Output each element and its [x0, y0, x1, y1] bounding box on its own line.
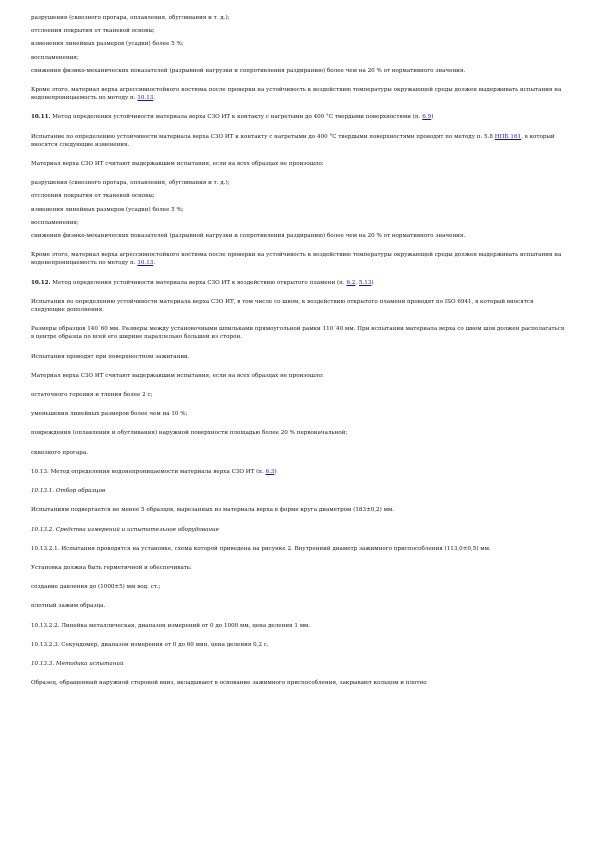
paragraph: снижения физико-механических показателей (разрывной нагрузки и сопротивления раздиранию) более чем на 20 % от нормативного значения.	[31, 67, 466, 74]
paragraph: отслоения покрытия от тканевой основы;	[31, 28, 155, 35]
paragraph-text: , в который вносятся следующие изменения.	[31, 133, 555, 148]
subsection-heading: 10.13.2. Средства измерений и испытательное оборудование	[31, 526, 219, 533]
cross-reference-link[interactable]: 10.13	[137, 260, 154, 267]
section-title: Метод определения устойчивости материала верха СЗО ИТ к воздействию открытого пламени (п.	[50, 279, 347, 286]
subsection-heading: 10.13.3. Методика испытаний	[31, 660, 124, 667]
paragraph: снижения физико-механических показателей (разрывной нагрузки и сопротивления раздиранию) более чем на 20 % от нормативного значения.	[31, 233, 466, 240]
section-title: Метод определения устойчивости материала верха СЗО ИТ к контакту с нагретыми до 400 °С твердыми поверхностями (п.	[50, 114, 423, 121]
section-number: 10.11.	[31, 114, 51, 121]
section-title: 10.13. Метод определения водонепроницаемости материала верха СЗО ИТ (п.	[31, 468, 266, 475]
paragraph: разрушения (сквозного прогара, оплавления, обугливания и т. д.);	[31, 180, 230, 187]
standard-reference-link[interactable]: НПБ 161	[494, 133, 522, 140]
paragraph: воспламенения;	[31, 54, 79, 61]
paragraph: Размеры образцов 140´60 мм. Размеры между установочными шпильками прямоугольной рамки 110´40 мм. При испытании материала верха со швом шов должен располагаться в центре образца по всей его ширине параллельно большей из сторон.	[31, 326, 565, 341]
paragraph: остаточного горения и тления более 2 с;	[31, 392, 153, 399]
paragraph-text: .	[153, 260, 156, 267]
paragraph: Материал верха СЗО ИТ считают выдержавшим испытания, если на всех образцах не произошло:	[31, 161, 324, 168]
cross-reference-link[interactable]: 5.13	[358, 279, 372, 286]
paragraph: повреждения (оплавления и обугливания) наружной поверхности площадью более 20 % первоначальной;	[31, 430, 348, 437]
section-heading	[31, 468, 568, 476]
paragraph: уменьшения линейных размеров более чем на 10 %;	[31, 411, 188, 418]
paragraph-text: Кроме этого, материал верха агрессивностойкого костюма после проверки на устойчивость к воздействию температуры окружающей среды должен выдерживать испытания на водонепроницаемость по методу п.	[31, 252, 562, 267]
paragraph: сквозного прогара.	[31, 449, 89, 456]
paragraph: Установка должна быть герметичной и обеспечивать:	[31, 564, 192, 571]
paragraph: воспламенения;	[31, 219, 79, 226]
paragraph: изменения линейных размеров (усадки) более 5 %;	[31, 41, 184, 48]
cross-reference-link[interactable]: 6.3	[265, 468, 275, 475]
paragraph: Испытаниям подвергается не менее 5 образцов, вырезанных из материала верха в форме круга диаметром (183±0,2) мм.	[31, 507, 395, 514]
cross-reference-link[interactable]: 6.2	[346, 279, 356, 286]
cross-reference-link[interactable]: 6.9	[422, 114, 432, 121]
paragraph: Образец, обращенный наружной стороной вниз, вкладывают в основание зажимного приспособления, закрывают кольцом и плотно	[31, 680, 427, 687]
paragraph-text: .	[153, 95, 156, 102]
paragraph: 10.13.2.2. Линейка металлическая, диапазон измерений от 0 до 1000 мм, цена деления 1 мм.	[31, 622, 311, 629]
cross-reference-link[interactable]: 10.13	[137, 95, 154, 102]
paragraph: изменения линейных размеров (усадки) более 5 %;	[31, 206, 184, 213]
paragraph: отслоения покрытия от тканевой основы;	[31, 193, 155, 200]
paragraph	[31, 251, 568, 267]
paragraph: Материал верха СЗО ИТ считают выдержавшим испытания, если на всех образцах не произошло:	[31, 372, 324, 379]
section-heading	[31, 113, 568, 121]
section-number: 10.12.	[31, 279, 51, 286]
paragraph	[31, 133, 568, 149]
section-heading	[31, 279, 568, 287]
paragraph: Испытания проводят при поверхностном зажигании.	[31, 353, 190, 360]
paragraph-text: Испытание по определению устойчивости материала верха СЗО ИТ к контакту с нагретыми до 400 °С твердыми поверхностями проводят по методу п. 5.8	[31, 133, 495, 140]
paragraph: плотный зажим образца.	[31, 603, 106, 610]
paragraph-text: Кроме этого, материал верха агрессивностойкого костюма после проверки на устойчивость к воздействию температуры окружающей среды должен выдерживать испытания на водонепроницаемость по методу п.	[31, 87, 562, 102]
paragraph: разрушения (сквозного прогара, оплавления, обугливания и т. д.);	[31, 15, 230, 21]
section-title: )	[431, 114, 434, 121]
document-body	[31, 14, 568, 698]
section-title: )	[274, 468, 277, 475]
paragraph: 10.13.2.3. Секундомер, диапазон измерения от 0 до 60 мин, цена деления 0,2 с.	[31, 641, 269, 648]
section-title: )	[371, 279, 374, 286]
paragraph: Испытания по определению устойчивости материала верха СЗО ИТ, в том числе со швом, к воздействию открытого пламени проводят по ISO 6941, в который вносятся следующие дополнения.	[31, 298, 534, 314]
subsection-heading: 10.13.1. Отбор образцов	[31, 488, 106, 495]
paragraph	[31, 86, 568, 102]
section-title: ,	[355, 279, 359, 286]
paragraph: 10.13.2.1. Испытания проводятся на установке, схема которой приведена на рисунке 2. Внутренний диаметр зажимного приспособления (113,0±0,5) мм.	[31, 545, 491, 552]
paragraph: создание давления до (1000±5) мм вод. ст.;	[31, 584, 161, 591]
